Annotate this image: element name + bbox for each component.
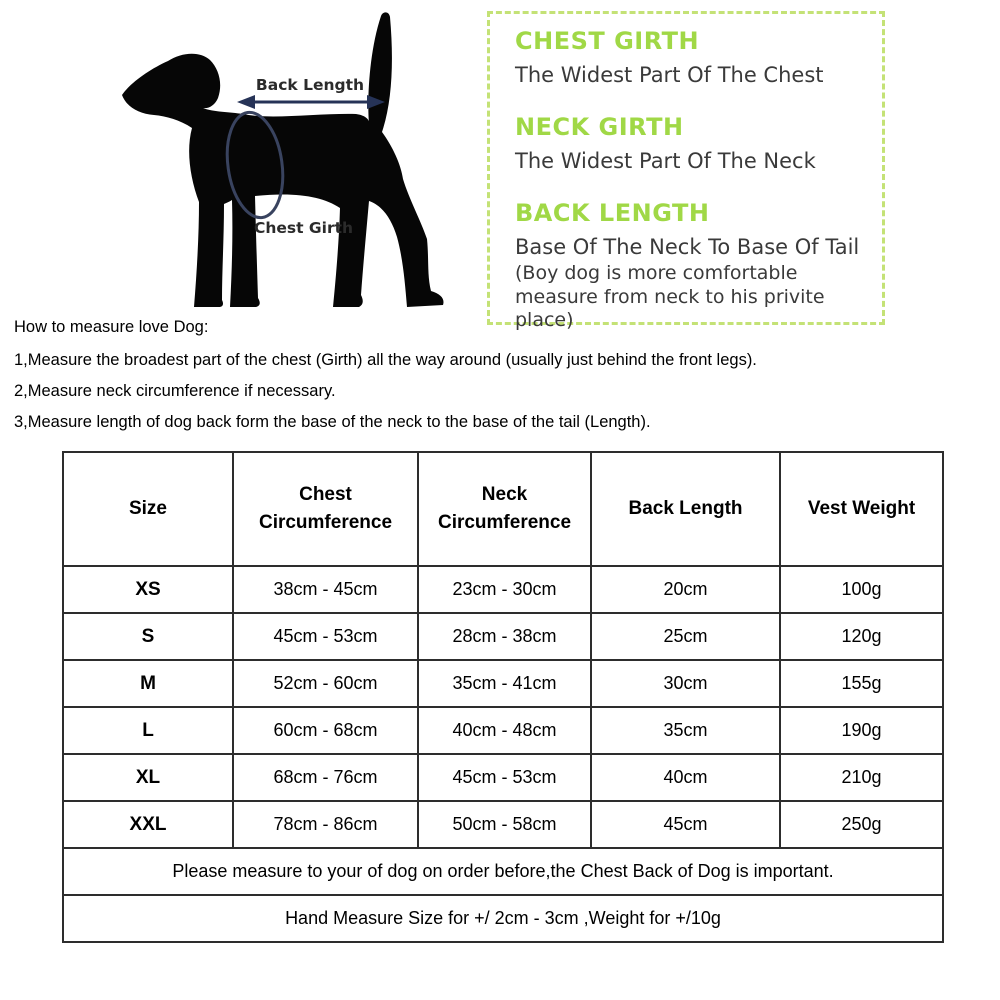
- column-header-back-length: Back Length: [591, 452, 780, 566]
- table-row-m: [63, 660, 943, 707]
- dog-silhouette-graphic: [110, 8, 450, 318]
- size-cell: XL: [63, 754, 233, 801]
- definition-neck-girth: [515, 113, 864, 174]
- back-length-arrow: [237, 95, 385, 109]
- instruction-step-2: 2,Measure neck circumference if necessary.: [14, 382, 336, 401]
- instructions-title: How to measure love Dog:: [14, 318, 209, 336]
- dog-measurement-diagram: [110, 8, 450, 318]
- size-cell: XS: [63, 566, 233, 613]
- table-row-xs: [63, 566, 943, 613]
- size-cell: M: [63, 660, 233, 707]
- chest-girth-label: Chest Girth: [253, 219, 354, 237]
- definition-chest-girth: [515, 27, 864, 88]
- back-length-cell: 30cm: [591, 660, 780, 707]
- measuring-instructions: [14, 318, 864, 444]
- footnote-measure-reminder: Please measure to your of dog on order before,the Chest Back of Dog is important.: [63, 848, 943, 895]
- chest-cell: 52cm - 60cm: [233, 660, 418, 707]
- neck-girth-heading: NECK GIRTH: [515, 112, 684, 141]
- measurement-definitions-box: [487, 11, 885, 332]
- size-cell: L: [63, 707, 233, 754]
- table-row-xl: [63, 754, 943, 801]
- vest-weight-cell: 250g: [780, 801, 943, 848]
- size-cell: S: [63, 613, 233, 660]
- table-row-xxl: [63, 801, 943, 848]
- definition-back-length: [515, 199, 864, 333]
- footnote-tolerance: Hand Measure Size for +/ 2cm - 3cm ,Weight for +/10g: [63, 895, 943, 942]
- instruction-step-1: 1,Measure the broadest part of the chest (Girth) all the way around (usually just behind the front legs).: [14, 351, 757, 369]
- vest-weight-cell: 210g: [780, 754, 943, 801]
- chest-cell: 68cm - 76cm: [233, 754, 418, 801]
- back-length-cell: 40cm: [591, 754, 780, 801]
- column-header-neck: Neck Circumference: [418, 452, 591, 566]
- chest-girth-heading: CHEST GIRTH: [515, 27, 700, 55]
- vest-weight-cell: 100g: [780, 566, 943, 613]
- chest-girth-description: The Widest Part Of The Chest: [515, 62, 824, 87]
- column-header-size: Size: [63, 452, 233, 566]
- table-header-row: [63, 452, 943, 566]
- chest-cell: 60cm - 68cm: [233, 707, 418, 754]
- neck-girth-description: The Widest Part Of The Neck: [515, 148, 816, 173]
- table-footnote-row: [63, 848, 943, 895]
- vest-weight-cell: 190g: [780, 707, 943, 754]
- size-cell: XXL: [63, 801, 233, 848]
- back-length-heading: BACK LENGTH: [515, 198, 710, 227]
- back-length-label: Back Length: [255, 76, 365, 94]
- table-row-s: [63, 613, 943, 660]
- instruction-step-3: 3,Measure length of dog back form the base of the neck to the base of the tail (Length).: [14, 413, 651, 432]
- table-footnote-row: [63, 895, 943, 942]
- vest-weight-cell: 120g: [780, 613, 943, 660]
- neck-cell: 23cm - 30cm: [418, 566, 591, 613]
- chest-cell: 38cm - 45cm: [233, 566, 418, 613]
- back-length-cell: 45cm: [591, 801, 780, 848]
- column-header-vest-weight: Vest Weight: [780, 452, 943, 566]
- chest-cell: 45cm - 53cm: [233, 613, 418, 660]
- size-chart-table: [62, 451, 944, 943]
- back-length-cell: 20cm: [591, 566, 780, 613]
- back-length-cell: 35cm: [591, 707, 780, 754]
- table-row-l: [63, 707, 943, 754]
- neck-cell: 45cm - 53cm: [418, 754, 591, 801]
- back-length-cell: 25cm: [591, 613, 780, 660]
- column-header-chest: Chest Circumference: [233, 452, 418, 566]
- back-length-note: (Boy dog is more comfortable measure from neck to his privite place): [515, 261, 825, 332]
- neck-cell: 35cm - 41cm: [418, 660, 591, 707]
- neck-cell: 50cm - 58cm: [418, 801, 591, 848]
- vest-weight-cell: 155g: [780, 660, 943, 707]
- neck-cell: 40cm - 48cm: [418, 707, 591, 754]
- back-length-description: Base Of The Neck To Base Of Tail: [515, 234, 860, 259]
- chest-cell: 78cm - 86cm: [233, 801, 418, 848]
- neck-cell: 28cm - 38cm: [418, 613, 591, 660]
